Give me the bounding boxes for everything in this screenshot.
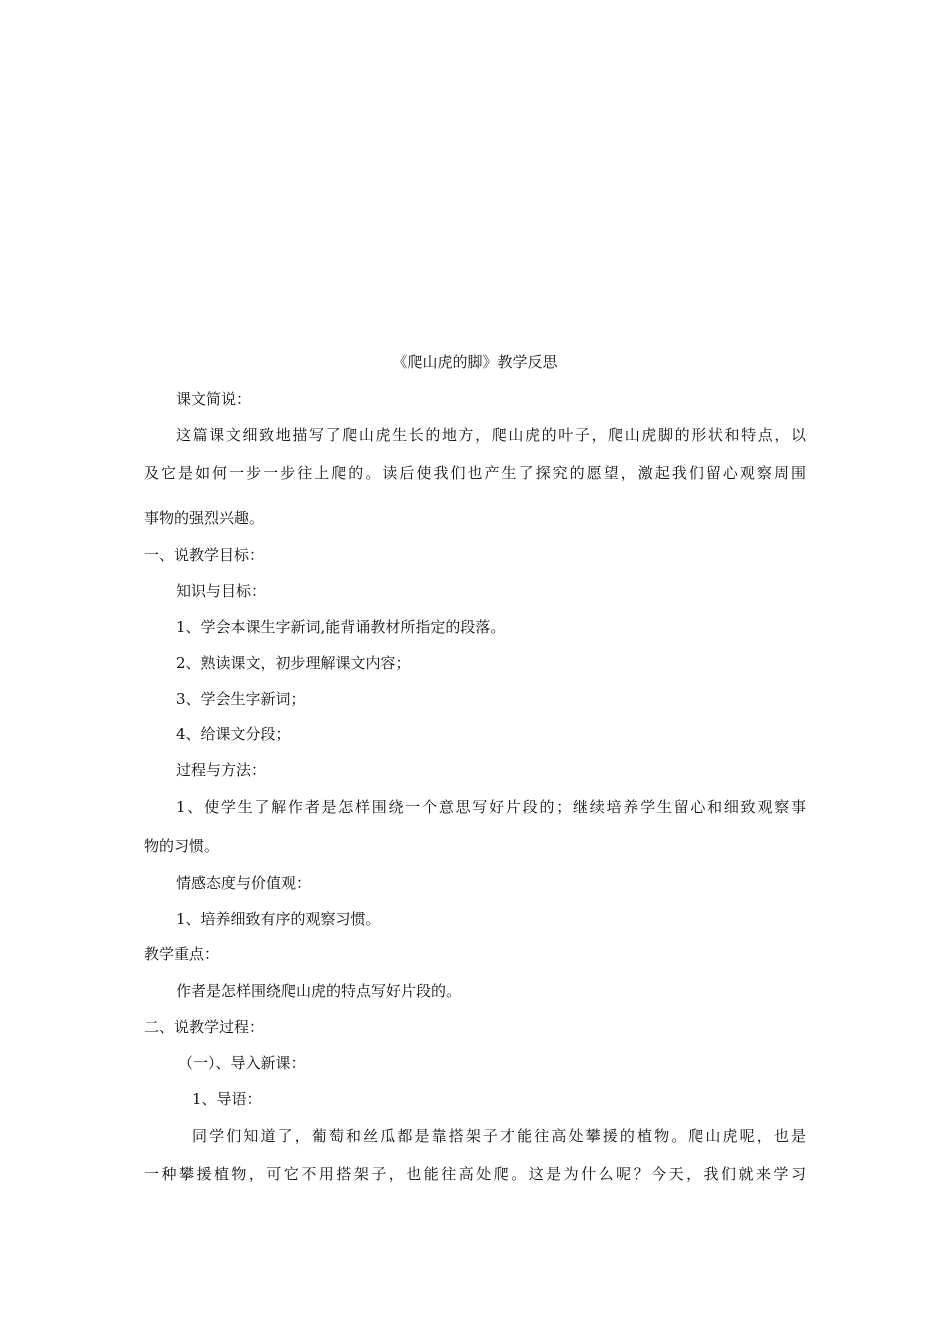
process-item-line-1: 1、使学生了解作者是怎样围绕一个意思写好片段的；继续培养学生留心和细致观察事	[176, 798, 806, 816]
section-2-heading: 二、说教学过程：	[144, 1018, 265, 1036]
lead-para-line-1: 同学们知道了，葡萄和丝瓜都是靠搭架子才能往高处攀援的植物。爬山虎呢，也是	[192, 1127, 806, 1145]
subsection-1-heading: （一）、导入新课：	[178, 1054, 306, 1072]
knowledge-item: 2、熟读课文，初步理解课文内容；	[176, 654, 411, 672]
section-1-heading: 一、说教学目标：	[144, 546, 265, 564]
subsection-1-item: 1、导语：	[192, 1090, 262, 1108]
knowledge-heading: 知识与目标：	[176, 582, 267, 600]
knowledge-item: 4、给课文分段；	[176, 725, 291, 743]
doc-title: 《爬山虎的脚》教学反思	[392, 353, 558, 371]
key-point-text: 作者是怎样围绕爬山虎的特点写好片段的。	[176, 982, 462, 1000]
intro-heading: 课文简说：	[176, 390, 252, 408]
emotion-item: 1、培养细致有序的观察习惯。	[176, 910, 381, 928]
knowledge-item: 1、学会本课生字新词,能背诵教材所指定的段落。	[176, 618, 506, 636]
key-point-heading: 教学重点：	[144, 945, 220, 963]
intro-para-line-2: 及它是如何一步一步往上爬的。读后使我们也产生了探究的愿望，激起我们留心观察周围	[144, 464, 806, 482]
knowledge-item: 3、学会生字新词；	[176, 690, 306, 708]
lead-para-line-2: 一种攀援植物，可它不用搭架子，也能往高处爬。这是为什么呢？今天，我们就来学习	[144, 1165, 806, 1183]
intro-para-line-3: 事物的强烈兴趣。	[144, 509, 265, 527]
process-item-line-2: 物的习惯。	[144, 837, 220, 855]
process-heading: 过程与方法：	[176, 761, 267, 779]
emotion-heading: 情感态度与价值观：	[176, 874, 312, 892]
intro-para-line-1: 这篇课文细致地描写了爬山虎生长的地方，爬山虎的叶子，爬山虎脚的形状和特点，以	[176, 426, 806, 444]
